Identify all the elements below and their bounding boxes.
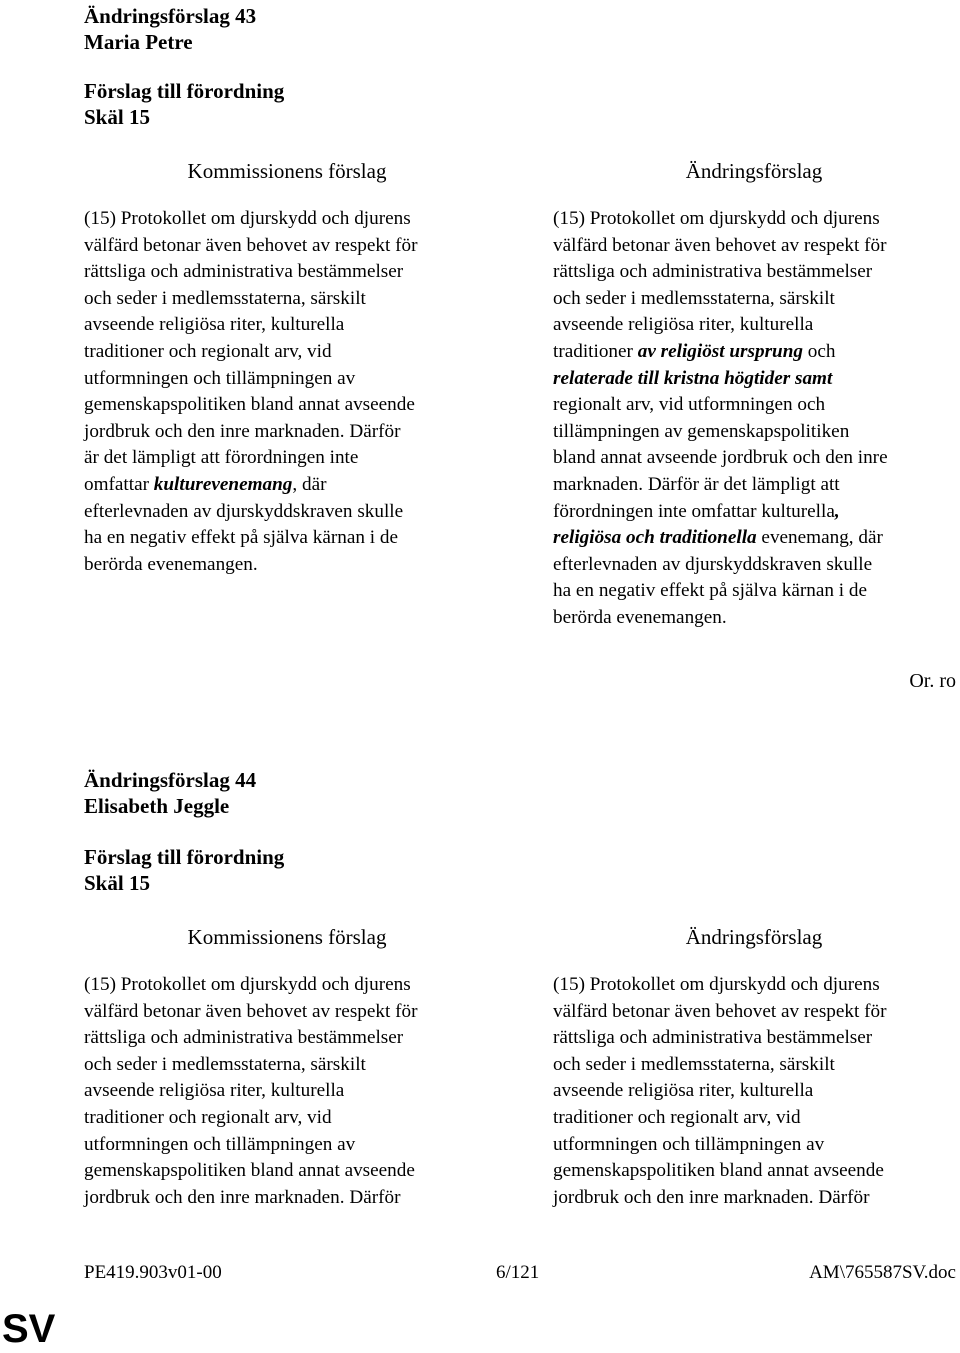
amendment-43-amendment-text: (15) Protokollet om djurskydd och djurens välfärd betonar även behovet av respekt för rättsliga och administrativa bestämmelser och seder i medlemsstaterna, särskilt avseende religiösa riter, kulturella traditioner av religiöst ursprung och relaterade till kristna högtider samt regionalt arv, vid utformningen och tillämpningen av gemenskapspolitiken bland annat avseende jordbruk och den inre marknaden. Därför är det lämpligt att förordningen inte omfattar kulturella, religiösa och traditionella evenemang, där efterlevnaden av djurskyddskraven skulle ha en negativ effekt på själva kärnan i de berörda evenemangen. — [553, 208, 888, 628]
amendment-43-author: Maria Petre — [84, 30, 193, 54]
highlighted-deletion: kulturevenemang — [153, 473, 293, 495]
amendment-44-amendment-text: (15) Protokollet om djurskydd och djurens välfärd betonar även behovet av respekt för rättsliga och administrativa bestämmelser och seder i medlemsstaterna, särskilt avseende religiösa riter, kulturella traditioner och regionalt arv, vid utformningen och tillämpningen av gemenskapspolitiken bland annat avseende jordbruk och den inre marknaden. Därför — [553, 974, 887, 1208]
footer-file-name: AM\765587SV.doc — [809, 1262, 956, 1283]
amendment-44-proposal-label: Förslag till förordning — [84, 845, 285, 869]
highlighted-insertion: religiösa och traditionella — [553, 527, 757, 549]
amendment-43-commission-heading: Kommissionens förslag — [187, 159, 387, 183]
amendment-44-amendment-heading: Ändringsförslag — [685, 925, 823, 949]
amendment-44-author: Elisabeth Jeggle — [84, 794, 230, 818]
amendment-43-amendment-heading: Ändringsförslag — [685, 159, 823, 183]
amendment-44-commission-text: (15) Protokollet om djurskydd och djurens välfärd betonar även behovet av respekt för rättsliga och administrativa bestämmelser och seder i medlemsstaterna, särskilt avseende religiösa riter, kulturella traditioner och regionalt arv, vid utformningen och tillämpningen av gemenskapspolitiken bland annat avseende jordbruk och den inre marknaden. Därför — [84, 974, 418, 1208]
amendment-43-proposal-label: Förslag till förordning — [84, 79, 285, 103]
amendment-43-title: Ändringsförslag 43 — [84, 4, 257, 28]
amendment-43-recital-label: Skäl 15 — [84, 105, 150, 129]
highlighted-insertion: av religiöst ursprung — [637, 340, 803, 362]
amendment-43-commission-text: (15) Protokollet om djurskydd och djurens välfärd betonar även behovet av respekt för rättsliga och administrativa bestämmelser och seder i medlemsstaterna, särskilt avseende religiösa riter, kulturella traditioner och regionalt arv, vid utformningen och tillämpningen av gemenskapspolitiken bland annat avseende jordbruk och den inre marknaden. Därför är det lämpligt att förordningen inte omfattar kulturevenemang, där efterlevnaden av djurskyddskraven skulle ha en negativ effekt på själva kärnan i de berörda evenemangen. — [84, 208, 418, 575]
language-code: SV — [2, 1307, 56, 1351]
amendment-44-recital-label: Skäl 15 — [84, 871, 150, 895]
footer-page-number: 6/121 — [496, 1262, 540, 1283]
highlighted-insertion: , — [834, 500, 840, 522]
amendment-44-title: Ändringsförslag 44 — [84, 768, 257, 792]
footer-doc-ref: PE419.903v01-00 — [84, 1262, 222, 1283]
highlighted-insertion: relaterade till kristna högtider samt — [553, 367, 833, 389]
original-language-note: Or. ro — [909, 670, 956, 692]
amendment-44-commission-heading: Kommissionens förslag — [187, 925, 387, 949]
